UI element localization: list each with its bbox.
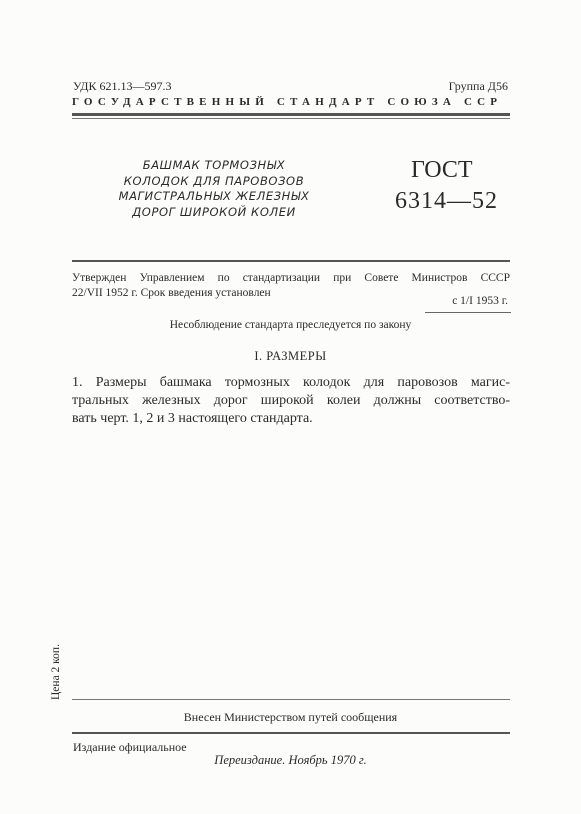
paragraph-1 [72, 374, 510, 428]
title-line: МАГИСТРАЛЬНЫХ ЖЕЛЕЗНЫХ [118, 189, 310, 203]
section-heading: I. РАЗМЕРЫ [254, 349, 327, 363]
standard-title [112, 158, 316, 220]
title-line: ДОРОГ ШИРОКОЙ КОЛЕИ [132, 204, 296, 219]
header-rule-thin [72, 118, 510, 119]
edition-label: Издание официальное [73, 740, 187, 754]
group-code: Группа Д56 [448, 79, 508, 93]
price-label: Цена 2 коп. [50, 644, 62, 700]
non-compliance-notice: Несоблюдение стандарта преследуется по закону [169, 319, 412, 331]
reprint-note: Переиздание. Ноябрь 1970 г. [214, 753, 367, 767]
header-rule-thick [72, 113, 510, 116]
introduced-by: Внесен Министерством путей сообщения [183, 710, 398, 724]
approval-line-1: Утвержден Управлением по стандартизации при Совете Министров СССР [72, 272, 510, 284]
approval-text [72, 271, 510, 301]
date-underline [425, 312, 511, 313]
udk-code: УДК 621.13—597.3 [73, 79, 172, 93]
state-standard-heading: ГОСУДАРСТВЕННЫЙ СТАНДАРТ СОЮЗА ССР [72, 96, 503, 108]
gost-number: 6314—52 [395, 188, 498, 214]
paragraph-line: 1. Размеры башмака тормозных колодок для паровозов магис- [72, 375, 510, 390]
footer-rule-thick [72, 732, 510, 734]
gost-label: ГОСТ [411, 157, 473, 183]
title-divider [72, 260, 510, 262]
approval-line-2: 22/VII 1952 г. Срок введения установлен [72, 287, 271, 299]
effective-date: с 1/I 1953 г. [452, 295, 508, 307]
title-line: БАШМАК ТОРМОЗНЫХ [142, 158, 286, 172]
footer-rule-thin [72, 699, 510, 700]
title-line: КОЛОДОК ДЛЯ ПАРОВОЗОВ [123, 173, 305, 188]
paragraph-line: тральных железных дорог широкой колеи должны соответство- [72, 393, 510, 408]
paragraph-line: вать черт. 1, 2 и 3 настоящего стандарта. [72, 411, 313, 426]
